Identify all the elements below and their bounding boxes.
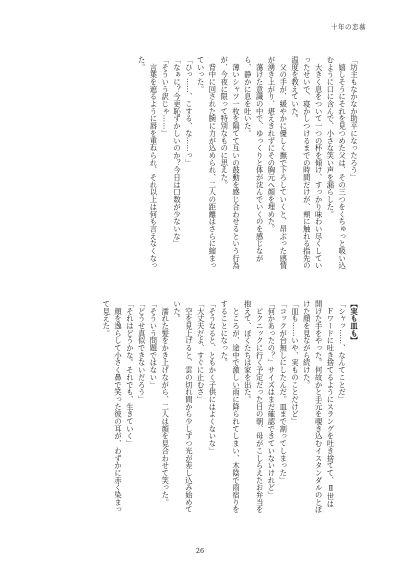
paragraph: 嬉しそうにそれを見つめた父は、その三つをくちゅっと吸い込むように口に含んで、小さな笑い声を漏らした。 (326, 56, 348, 270)
paragraph: 言葉を遮るように唇を重ねられ、それ以上は何も言えなくなった。 (137, 56, 159, 270)
paragraph: 「坊主もなかなか助平になったろう」 (350, 56, 359, 181)
paragraph: 顔を逸らして小さく鼻で笑った彼の耳が、わずかに赤く染まって見えた。 (102, 300, 124, 514)
section-heading: 【実も皿も】 (350, 300, 359, 345)
text-column-top (40, 56, 360, 270)
paragraph: 「そういう訳じゃ……」 (161, 56, 171, 137)
paragraph: 「それはどうかな。それでも、生きていく」 (125, 300, 135, 447)
paragraph: 「シャッ……、なんてことだ」 (338, 300, 348, 403)
paragraph: 「何かあったの？」サイズはまだ確認できていないけれど」 (267, 300, 277, 499)
page-number: 26 (195, 547, 205, 555)
paragraph: 濡れた髪をかき上げながら、二人は顔を見合わせて笑った。 (161, 300, 171, 506)
text-column-bottom (40, 300, 360, 514)
paragraph: 「どうせ真似できないだろう」 (137, 300, 147, 403)
paragraph: 「皿も……いや、実ものことだけど」 (291, 300, 301, 425)
paragraph: 「そうなると、ともかく子供にはよくないな」 (208, 300, 218, 455)
paragraph: 「大丈夫だよ、すぐに止むさ」 (196, 300, 206, 403)
running-title: 十年の恋慕 (331, 23, 366, 31)
body-text (40, 56, 360, 514)
paragraph: 背中に回された腕に力が込められ、二人の距離はさらに縮まっていった。 (196, 56, 218, 270)
paragraph: 薄いシャツ一枚を隔てて互いの鼓動を感じ合わせるという行為が、今夜に限って特別なものに思えた。 (220, 56, 242, 270)
paragraph: 大きく息をついて一つの杯を傾け、すっかり味わい尽くしていったせいで、寝かしつけるまでの時間だけが、頬に触れる指先の温度を教えていた。 (291, 56, 324, 270)
paragraph: 「なぁに？今更恥ずかしいのか？今日は口数が少ないな」 (173, 56, 183, 248)
paragraph: 「コックが台無しにしたんだ。皿まで割ってしまった」 (279, 300, 289, 484)
paragraph: 「ひっ……、こする、な……っ」 (184, 56, 194, 167)
paragraph: 父の手が、緩やかに優しく撫で下ろしていくと、昂ぶった感情が湧き上がり、堪えきれずにその胸元へ顔を埋めた。 (267, 56, 289, 270)
paragraph: 蕩けた意識の中で、ゆっくりと体が沈んでいくのを感じながら、静かに息を吐いた。 (243, 56, 265, 262)
paragraph: ところが、途中で激しい雨に降られてしまい、木陰で雨宿りをすることになった。 (220, 300, 242, 514)
paragraph: 「そういう問題ではない」 (149, 300, 159, 389)
paragraph: Ｆワードに吐き捨てるようにスラングを吐き捨てて、Ⅱ世は開けた手をやった。何故かと手元を覗き込むイスタンダルのとぼけた顔を見ながら続けた。 (302, 300, 336, 514)
paragraph: 空を見上げると、雲の切れ間から少しずつ光が差し込み始めていた。 (173, 300, 194, 514)
paragraph: ピクニックに行く予定だった日の朝、母がこしらえたお弁当を抱えて、ぼくたちは家を出た。 (243, 300, 265, 514)
